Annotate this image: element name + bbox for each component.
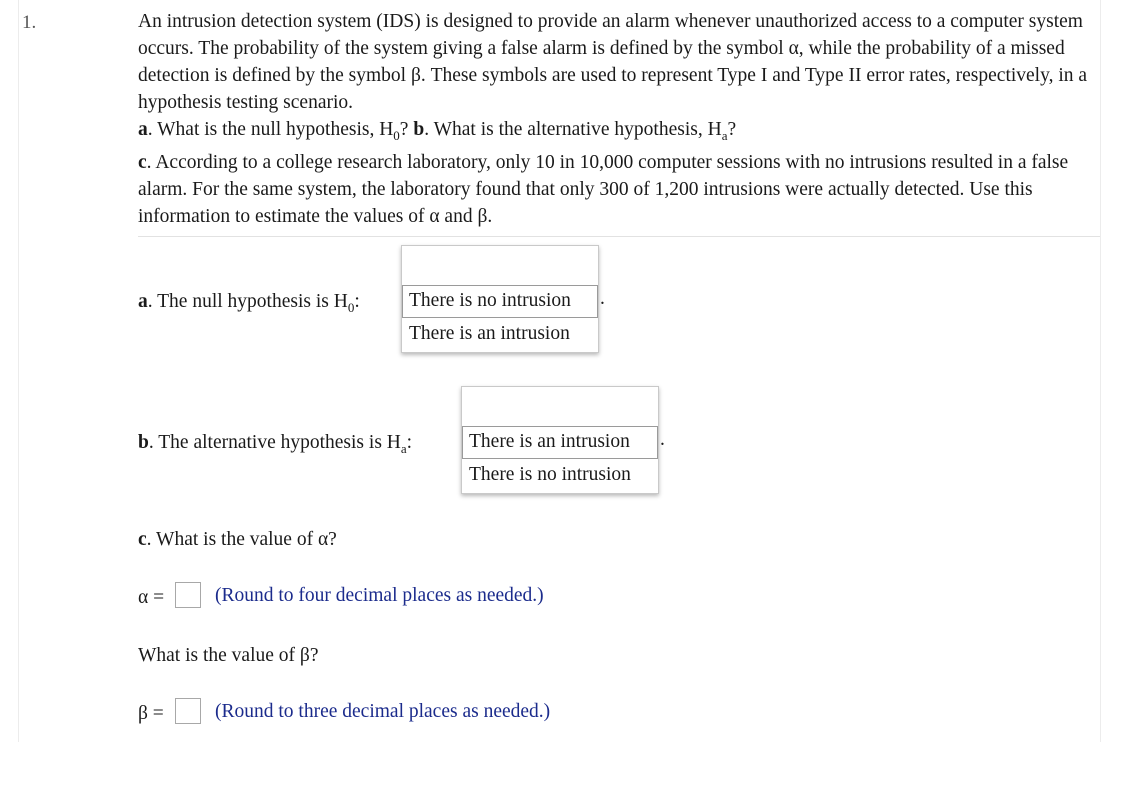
alternative-hypothesis-dropdown[interactable] [461,386,659,494]
alpha-hint: (Round to four decimal places as needed.) [215,585,544,606]
answer-c-label: c [138,529,147,550]
part-a-label: a [138,119,148,140]
answer-a-text: . The null hypothesis is H [147,291,348,312]
question-number: 1. [22,12,37,33]
part-a-sub: 0 [393,128,400,143]
left-rule [18,0,19,742]
beta-input[interactable] [175,698,201,724]
answer-a-colon: : [354,291,360,312]
part-b-sub: a [721,128,728,143]
question-prompt [138,8,1098,230]
answer-a-period: . [600,288,605,309]
null-option-intrusion[interactable]: There is an intrusion [409,323,570,344]
part-c-text: . According to a college research laboratory, only 10 in 10,000 computer sessions with no intrusions resulted in a false alarm. For the same system, the laboratory found that only 300 of 1,200 intrusions were actually detected. Use this information to estimate the values of α and β. [138,152,1069,227]
answer-a-label: a [138,291,148,312]
answer-c-question [138,527,337,553]
answer-b-period: . [660,429,665,450]
answer-b-colon: : [406,432,413,453]
part-b-end: ? [727,119,737,140]
right-rule [1100,0,1101,742]
prompt-part-c [138,149,1098,230]
part-a-end: ? [399,119,414,140]
alt-option-intrusion[interactable]: There is an intrusion [462,426,658,459]
null-option-no-intrusion[interactable]: There is no intrusion [402,285,598,318]
answer-b-sub: a [400,441,407,456]
alpha-label: α = [138,587,165,608]
alt-option-no-intrusion[interactable]: There is no intrusion [469,464,631,485]
answer-b-statement [138,430,412,456]
prompt-parts-ab [138,116,1098,143]
answer-c-text: . What is the value of α? [146,529,337,550]
part-a-text: . What is the null hypothesis, H [147,119,394,140]
part-c-label: c [138,152,147,173]
part-b-label: b [413,119,425,140]
answer-a-sub: 0 [347,300,355,315]
null-hypothesis-dropdown[interactable] [401,245,599,353]
section-divider [138,236,1100,237]
alpha-input[interactable] [175,582,201,608]
beta-hint: (Round to three decimal places as needed.) [215,701,551,722]
beta-question: What is the value of β? [138,645,319,666]
part-b-text: . What is the alternative hypothesis, H [424,119,722,140]
answer-a-statement [138,289,360,315]
answer-b-label: b [138,432,149,453]
beta-label: β = [138,703,164,724]
answer-b-text: . The alternative hypothesis is H [148,432,401,453]
prompt-intro: An intrusion detection system (IDS) is designed to provide an alarm whenever unauthorized access to a computer system occurs. The probability of the system giving a false alarm is defined by the symbol α, while the probability of a missed detection is defined by the symbol β. These symbols are used to represent Type I and Type II error rates, respectively, in a hypothesis testing scenario. [138,11,1088,113]
